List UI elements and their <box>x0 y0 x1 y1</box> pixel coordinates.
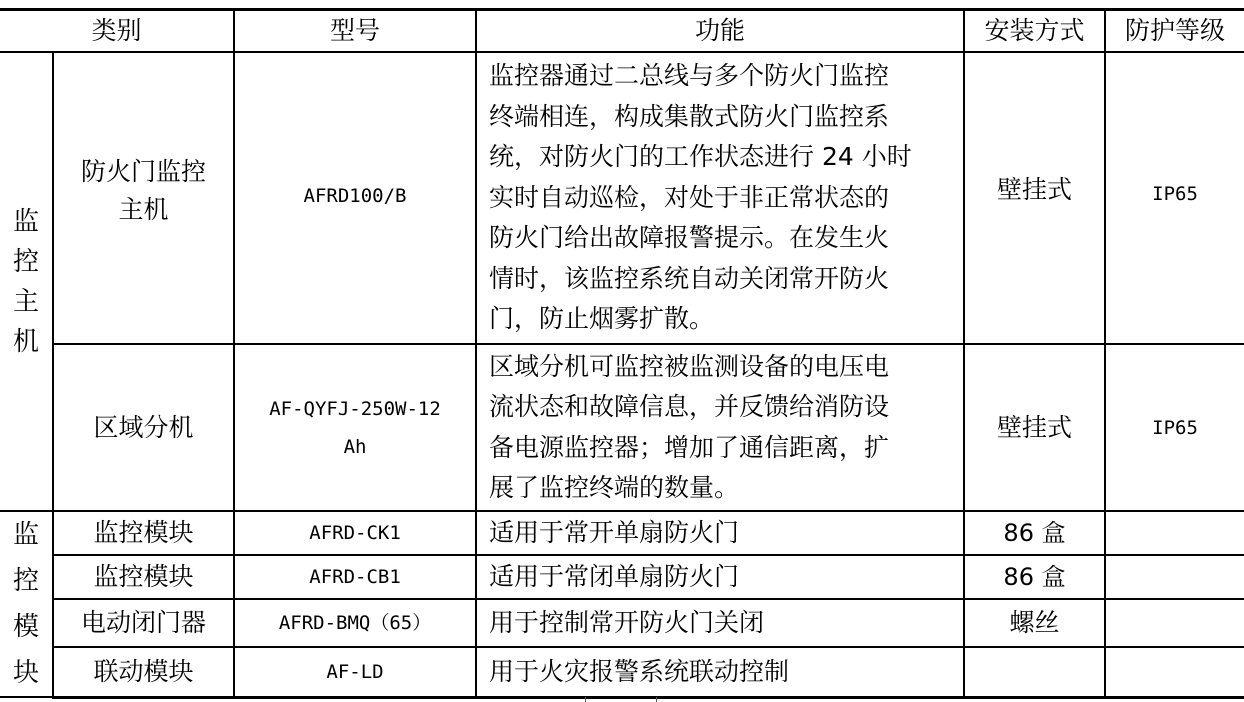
group-label-monitoring-module <box>0 511 53 697</box>
category-line: 防火门监控 <box>81 157 207 186</box>
table-row <box>0 599 1244 647</box>
function-line: 区域分机可监控被监测设备的电压电 <box>489 351 890 381</box>
model-line: Ah <box>343 435 367 458</box>
model-cell: AFRD-BMQ（65） <box>234 599 476 647</box>
category-cell: 区域分机 <box>53 344 234 511</box>
fire-door-monitoring-equipment-table <box>0 8 1244 699</box>
function-line: 实时自动巡检，对处于非正常状态的 <box>489 182 890 212</box>
category-cell: 电动闭门器 <box>53 599 234 647</box>
table-row <box>0 52 1244 344</box>
function-line: 门，防止烟雾扩散。 <box>489 304 715 334</box>
protection-cell: IP65 <box>1105 344 1244 511</box>
function-line: 终端相连，构成集散式防火门监控系 <box>489 101 890 131</box>
model-cell: AFRD-CB1 <box>234 555 476 599</box>
group-label-monitoring-host <box>0 52 53 511</box>
group-char: 控 <box>13 246 40 277</box>
model-cell: AFRD-CK1 <box>234 511 476 555</box>
model-cell <box>234 344 476 511</box>
header-model: 型号 <box>234 10 476 53</box>
installation-cell: 壁挂式 <box>964 344 1105 511</box>
function-line: 流状态和故障信息，并反馈给消防设 <box>489 392 890 421</box>
crop-mark <box>585 697 586 702</box>
group-char: 模 <box>13 612 40 642</box>
function-line: 展了监控终端的数量。 <box>489 473 740 502</box>
category-cell: 联动模块 <box>53 647 234 697</box>
table-row <box>0 344 1244 511</box>
protection-cell <box>1105 52 1244 344</box>
category-line: 主机 <box>118 195 169 224</box>
installation-cell: 86 盒 <box>964 511 1105 555</box>
model-cell <box>234 52 476 344</box>
group-char: 机 <box>13 326 40 357</box>
table-row <box>0 511 1244 555</box>
header-installation: 安装方式 <box>964 10 1105 53</box>
function-cell: 用于火灾报警系统联动控制 <box>476 647 964 697</box>
installation-cell <box>964 647 1105 697</box>
installation-cell: 86 盒 <box>964 555 1105 599</box>
category-cell: 监控模块 <box>53 511 234 555</box>
function-line: 统，对防火门的工作状态进行 24 小时 <box>489 142 912 172</box>
model-line: AF-QYFJ-250W-12 <box>269 397 441 420</box>
function-cell: 用于控制常开防火门关闭 <box>476 599 964 647</box>
group-char: 主 <box>13 286 40 317</box>
protection-cell <box>1105 511 1244 555</box>
function-line: 情时，该监控系统自动关闭常开防火 <box>489 263 890 293</box>
header-category: 类别 <box>0 10 234 53</box>
installation-cell: 螺丝 <box>964 599 1105 647</box>
category-cell: 监控模块 <box>53 555 234 599</box>
function-line: 监控器通过二总线与多个防火门监控 <box>489 61 890 91</box>
crop-mark <box>656 697 657 702</box>
group-char: 监 <box>13 520 40 550</box>
installation-cell <box>964 52 1105 344</box>
model-cell: AF-LD <box>234 647 476 697</box>
header-function: 功能 <box>476 10 964 53</box>
installation-value: 壁挂式 <box>997 175 1073 204</box>
model-value: AFRD100/B <box>303 185 407 207</box>
header-row <box>0 10 1244 53</box>
function-cell <box>476 344 964 511</box>
header-protection: 防护等级 <box>1105 10 1244 53</box>
function-cell: 适用于常闭单扇防火门 <box>476 555 964 599</box>
group-char: 监 <box>13 206 40 237</box>
function-cell: 适用于常开单扇防火门 <box>476 511 964 555</box>
protection-cell <box>1105 555 1244 599</box>
function-line: 备电源监控器；增加了通信距离，扩 <box>489 432 890 462</box>
function-line: 防火门给出故障报警提示。在发生火 <box>489 223 890 253</box>
group-char: 控 <box>13 566 40 596</box>
function-cell <box>476 52 964 344</box>
group-char: 块 <box>13 658 40 688</box>
table-row <box>0 555 1244 599</box>
protection-value: IP65 <box>1152 183 1198 205</box>
protection-cell <box>1105 599 1244 647</box>
category-cell <box>53 52 234 344</box>
table-row <box>0 647 1244 697</box>
protection-cell <box>1105 647 1244 697</box>
